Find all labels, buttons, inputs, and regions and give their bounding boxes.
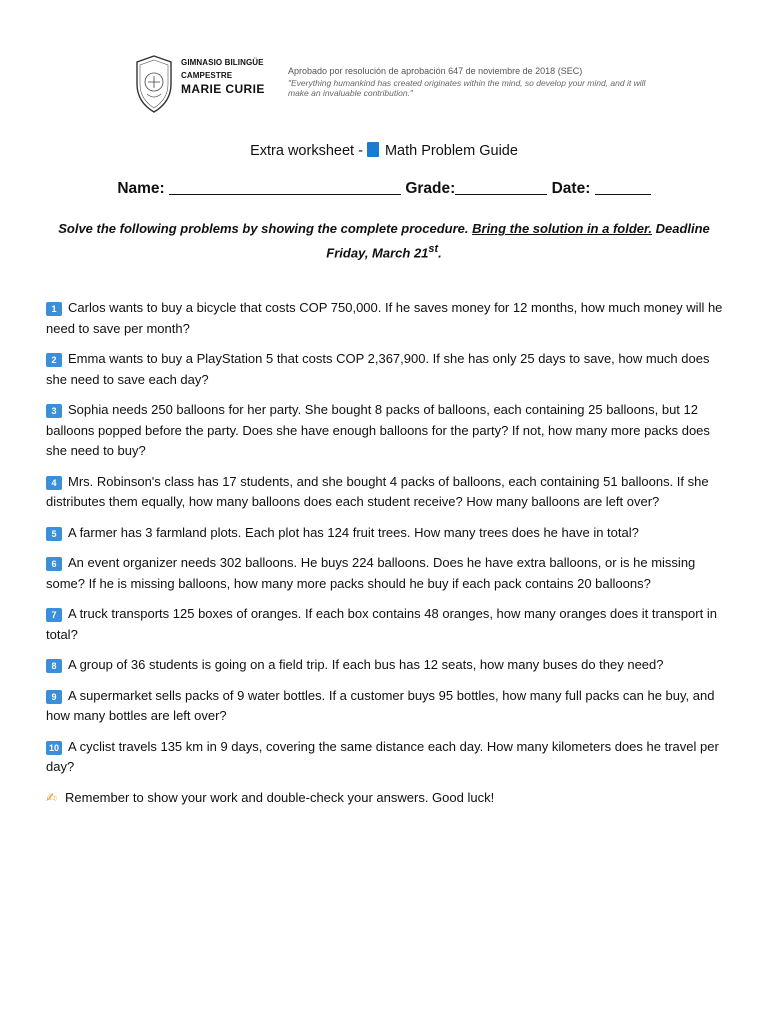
worksheet-title bbox=[0, 142, 768, 159]
problem-text: Emma wants to buy a PlayStation 5 that costs COP 2,367,900. If she has only 25 days to save, how much does she need to save each day? bbox=[46, 351, 710, 387]
grade-label: Grade: bbox=[405, 180, 456, 197]
school-name-line1: GIMNASIO BILINGÜE bbox=[181, 58, 264, 67]
name-label: Name: bbox=[117, 180, 165, 197]
school-motto: "Everything humankind has created originates within the mind, so develop your mind, and it will make an invaluable contribution." bbox=[288, 78, 646, 99]
number-badge-icon: 8 bbox=[46, 659, 62, 673]
problem-item bbox=[46, 298, 726, 339]
title-text: Extra worksheet - bbox=[250, 143, 363, 159]
number-badge-icon: 7 bbox=[46, 608, 62, 622]
instructions-part1: Solve the following problems by showing the complete procedure. bbox=[58, 221, 469, 236]
number-badge-icon: 3 bbox=[46, 404, 62, 418]
school-header bbox=[134, 54, 654, 120]
approval-text: Aprobado por resolución de aprobación 647 de noviembre de 2018 (SEC) bbox=[288, 66, 583, 76]
closing-note bbox=[46, 788, 726, 808]
problem-text: An event organizer needs 302 balloons. He buys 224 balloons. Does he have extra balloons, or is he missing some? If he is missing balloons, how many more packs should he buy if each pack contains 20 balloons? bbox=[46, 555, 696, 591]
instructions-end: . bbox=[438, 245, 442, 261]
problem-item bbox=[46, 686, 726, 727]
instructions-part3: Deadline Friday, March 21 bbox=[326, 221, 710, 261]
writing-hand-icon: ✍ bbox=[46, 789, 57, 805]
school-name-line3: MARIE CURIE bbox=[181, 82, 265, 96]
number-badge-icon: 10 bbox=[46, 741, 62, 755]
problem-list bbox=[46, 298, 726, 808]
school-seal-icon bbox=[134, 54, 174, 114]
title-suffix: Math Problem Guide bbox=[384, 143, 518, 159]
blue-book-icon bbox=[367, 142, 379, 157]
problem-item bbox=[46, 604, 726, 645]
school-name-line2: CAMPESTRE bbox=[181, 71, 233, 80]
instructions bbox=[50, 218, 718, 263]
problem-item bbox=[46, 523, 726, 544]
problem-text: Sophia needs 250 balloons for her party. She bought 8 packs of balloons, each containing 25 balloons, but 12 balloons popped before the party. Does she have enough balloons for the party? If not, how many more packs does she need to buy? bbox=[46, 402, 710, 458]
grade-blank[interactable] bbox=[455, 180, 547, 195]
problem-text: A truck transports 125 boxes of oranges. If each box contains 48 oranges, how many oranges does it transport in total? bbox=[46, 606, 717, 642]
problem-item bbox=[46, 400, 726, 462]
problem-text: A farmer has 3 farmland plots. Each plot has 124 fruit trees. How many trees does he have in total? bbox=[68, 524, 639, 540]
date-label: Date: bbox=[551, 180, 591, 197]
problem-text: Mrs. Robinson's class has 17 students, and she bought 4 packs of balloons, each containing 51 balloons. If she distributes them equally, how many balloons does each student receive? How many balloons are left over? bbox=[46, 473, 709, 509]
problem-item bbox=[46, 472, 726, 513]
number-badge-icon: 4 bbox=[46, 476, 62, 490]
problem-item bbox=[46, 655, 726, 676]
problem-item bbox=[46, 349, 726, 390]
student-info-row bbox=[0, 180, 768, 198]
problem-item bbox=[46, 553, 726, 594]
problem-item bbox=[46, 737, 726, 778]
problem-text: A cyclist travels 135 km in 9 days, covering the same distance each day. How many kilometers does he travel per day? bbox=[46, 738, 719, 774]
closing-text: Remember to show your work and double-check your answers. Good luck! bbox=[65, 789, 495, 805]
number-badge-icon: 9 bbox=[46, 690, 62, 704]
number-badge-icon: 5 bbox=[46, 527, 62, 541]
date-blank[interactable] bbox=[595, 180, 651, 195]
number-badge-icon: 2 bbox=[46, 353, 62, 367]
instructions-part2: Bring the solution in a folder. bbox=[472, 221, 652, 236]
number-badge-icon: 1 bbox=[46, 302, 62, 316]
problem-text: A supermarket sells packs of 9 water bottles. If a customer buys 95 bottles, how many full packs can he buy, and how many bottles are left over? bbox=[46, 687, 715, 723]
instructions-suffix: st bbox=[428, 243, 439, 255]
number-badge-icon: 6 bbox=[46, 557, 62, 571]
name-blank[interactable] bbox=[169, 180, 401, 195]
problem-text: A group of 36 students is going on a field trip. If each bus has 12 seats, how many buses do they need? bbox=[68, 657, 664, 672]
problem-text: Carlos wants to buy a bicycle that costs COP 750,000. If he saves money for 12 months, how much money will he need to save per month? bbox=[46, 300, 723, 336]
